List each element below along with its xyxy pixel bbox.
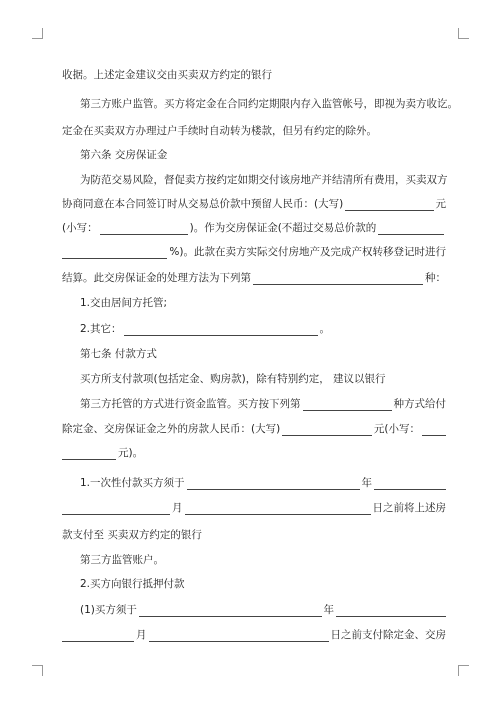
fill-blank-price-words[interactable]: [282, 424, 372, 436]
text-segment: (1)买方须于: [80, 604, 137, 616]
fill-blank-price-figures-cont[interactable]: [62, 448, 116, 460]
text-line: [62, 197, 446, 211]
fill-blank-payment-method[interactable]: [303, 399, 392, 411]
text-segment: (小写：: [62, 222, 98, 234]
text-segment: 种方式给付: [393, 398, 446, 410]
text-line: 第三方账户监管。买方将定金在合同约定期限内存入监管帐号，即视为卖方收讫。: [80, 98, 458, 110]
fill-blank-amount-words[interactable]: [345, 199, 433, 211]
crop-mark-bottom-right: [458, 665, 469, 676]
text-line: [62, 245, 446, 259]
text-segment: 种：: [425, 272, 446, 284]
fill-blank-day[interactable]: [149, 630, 329, 642]
text-segment: 年: [361, 477, 372, 489]
text-line: [62, 271, 446, 285]
fill-blank-month[interactable]: [62, 630, 134, 642]
text-segment: 元: [435, 198, 446, 210]
text-segment: %)。此款在卖方实际交付房地产及完成产权转移登记时进行: [169, 246, 446, 258]
list-item: [80, 476, 446, 490]
fill-blank-price-figures[interactable]: [422, 424, 446, 436]
text-line: 收据。上述定金建议交由买卖双方约定的银行: [62, 69, 272, 81]
fill-blank-year[interactable]: [187, 478, 360, 490]
text-segment: 元)。: [118, 447, 144, 459]
fill-blank-month[interactable]: [62, 503, 170, 515]
text-segment: 结算。此交房保证金的处理方法为下列第: [62, 272, 251, 284]
text-line: 第三方监管账户。: [80, 554, 164, 566]
text-line: [62, 422, 446, 436]
text-line: [80, 397, 446, 411]
fill-blank-other[interactable]: [124, 324, 318, 336]
text-segment: 协商同意在本合同签订时从交易总价款中预留人民币：(大写): [62, 198, 344, 210]
text-segment: 。: [319, 323, 330, 335]
text-segment: 1.一次性付款买方须于: [80, 477, 185, 489]
text-line: 款支付至 买卖双方约定的银行: [62, 529, 202, 541]
text-segment: 日之前支付除定金、交房: [330, 629, 446, 641]
text-line: [62, 628, 446, 642]
section-heading-article-7: 第七条 付款方式: [80, 348, 157, 360]
fill-blank-day[interactable]: [185, 503, 371, 515]
text-line: [62, 446, 446, 460]
section-heading-article-6: 第六条 交房保证金: [80, 149, 168, 161]
list-item: [80, 603, 446, 617]
crop-mark-bottom-left: [32, 665, 43, 676]
fill-blank-year-cont[interactable]: [336, 605, 446, 617]
fill-blank-year[interactable]: [139, 605, 322, 617]
text-line: [62, 501, 446, 515]
text-segment: )。作为交房保证金(不超过交易总价款的: [189, 222, 377, 234]
list-item: 2.买方向银行抵押付款: [80, 578, 185, 590]
text-line: 为防范交易风险，督促卖方按约定如期交付该房地产并结清所有费用，买卖双方: [80, 174, 448, 186]
text-line: 定金在买卖双方办理过户手续时自动转为楼款，但另有约定的除外。: [62, 125, 377, 137]
text-segment: 除定金、交房保证金之外的房款人民币：(大写): [62, 423, 281, 435]
fill-blank-percentage[interactable]: [378, 223, 444, 235]
crop-mark-top-left: [32, 28, 43, 39]
text-line: 买方所支付款项(包括定金、购房款)，除有特别约定， 建议以银行: [80, 373, 386, 385]
text-segment: 日之前将上述房: [372, 502, 446, 514]
fill-blank-percentage-cont[interactable]: [62, 247, 167, 259]
text-segment: 月: [172, 502, 183, 514]
crop-mark-top-right: [458, 28, 469, 39]
fill-blank-year-cont[interactable]: [374, 478, 446, 490]
list-item: 1.交由居间方托管;: [80, 297, 168, 309]
fill-blank-amount-figures[interactable]: [100, 223, 188, 235]
text-segment: 2.其它：: [80, 323, 122, 335]
list-item: [80, 322, 330, 336]
text-segment: 年: [323, 604, 334, 616]
text-line: [62, 221, 446, 235]
text-segment: 月: [136, 629, 147, 641]
fill-blank-method-number[interactable]: [253, 273, 423, 285]
text-segment: 元(小写：: [373, 423, 420, 435]
text-segment: 第三方托管的方式进行资金监管。买方按下列第: [80, 398, 301, 410]
